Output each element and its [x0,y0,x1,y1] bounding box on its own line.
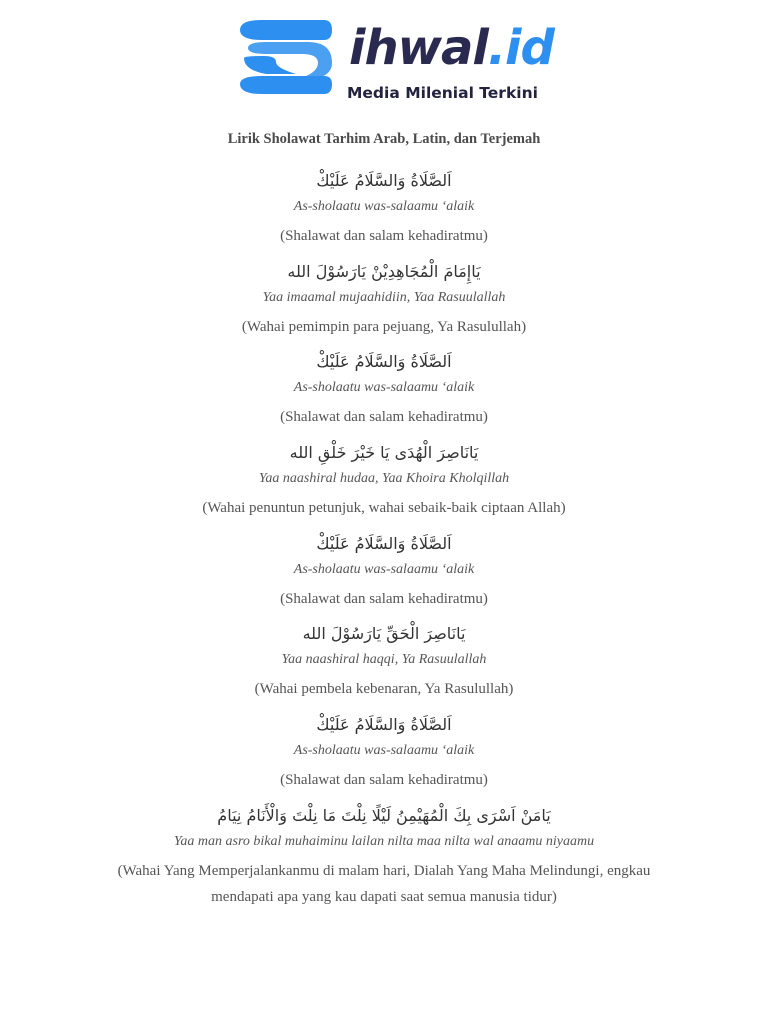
logo-wordmark [349,20,554,76]
lyrics-content [0,165,768,905]
translation-line: (Wahai pembela kebenaran, Ya Rasulullah) [254,681,514,698]
arabic-line: يَانَاصِرَ الْحَقِّ يَارَسُوْلَ الله [302,624,466,644]
translation-line: (Shalawat dan salam kehadiratmu) [280,228,488,244]
logo-brand-suffix: .id [487,20,554,76]
latin-line: As-sholaatu was-salaamu ‘alaik [293,199,475,214]
latin-line: Yaa man asro bikal muhaiminu lailan nilta maa nilta wal anaamu niyaamu [173,833,595,849]
latin-line: Yaa imaamal mujaahidiin, Yaa Rasuulallah [262,289,506,305]
latin-line: As-sholaatu was-salaamu ‘alaik [293,561,475,577]
arabic-line: يَامَنْ اَسْرَى بِكَ الْمُهَيْمِنُ لَيْلًا نِلْتَ مَا نِلْتَ وَالْأَنَامُ نِيَامُ [217,805,551,825]
arabic-line: يَاإِمَامَ الْمُجَاهِدِيْنْ يَارَسُوْلَ الله [287,261,481,281]
latin-line: Yaa naashiral hudaa, Yaa Khoira Kholqillah [258,471,510,487]
latin-line: As-sholaatu was-salaamu ‘alaik [293,380,475,396]
arabic-line: اَلصَّلَاةُ وَالسَّلَامُ عَلَيْكْ [316,533,452,553]
latin-line: As-sholaatu was-salaamu ‘alaik [293,743,475,759]
arabic-line: يَانَاصِرَ الْهُدَى يَا خَيْرَ خَلْقِ الله [289,443,479,463]
translation-line: (Wahai penuntun petunjuk, wahai sebaik-baik ciptaan Allah) [202,500,566,517]
translation-line: (Shalawat dan salam kehadiratmu) [280,409,488,426]
stanza [0,528,768,619]
translation-line: (Wahai Yang Memperjalankanmu di malam hari, Dialah Yang Maha Melindungi, engkau mendapati apa yang kau dapati saat semua manusia tidur) [117,862,651,905]
stanza [0,800,768,905]
logo-tagline: Media Milenial Terkini [347,84,538,102]
stanza [0,256,768,347]
stanza [0,346,768,437]
logo-mark-icon [236,18,336,118]
arabic-line: اَلصَّلَاةُ وَالسَّلَامُ عَلَيْكْ [316,171,452,190]
translation-line: (Shalawat dan salam kehadiratmu) [280,772,488,789]
stanza [0,709,768,800]
page-title: Lirik Sholawat Tarhim Arab, Latin, dan Terjemah [227,131,541,147]
stanza [0,437,768,528]
translation-line: (Wahai pemimpin para pejuang, Ya Rasulullah) [241,318,527,335]
stanza [0,165,768,256]
site-logo[interactable] [236,18,554,118]
logo-brand-main: ihwal [349,20,488,76]
latin-line: Yaa naashiral haqqi, Ya Rasuulallah [281,652,487,668]
translation-line: (Shalawat dan salam kehadiratmu) [280,590,488,607]
arabic-line: اَلصَّلَاةُ وَالسَّلَامُ عَلَيْكْ [316,715,452,735]
stanza [0,618,768,709]
arabic-line: اَلصَّلَاةُ وَالسَّلَامُ عَلَيْكْ [316,352,452,372]
